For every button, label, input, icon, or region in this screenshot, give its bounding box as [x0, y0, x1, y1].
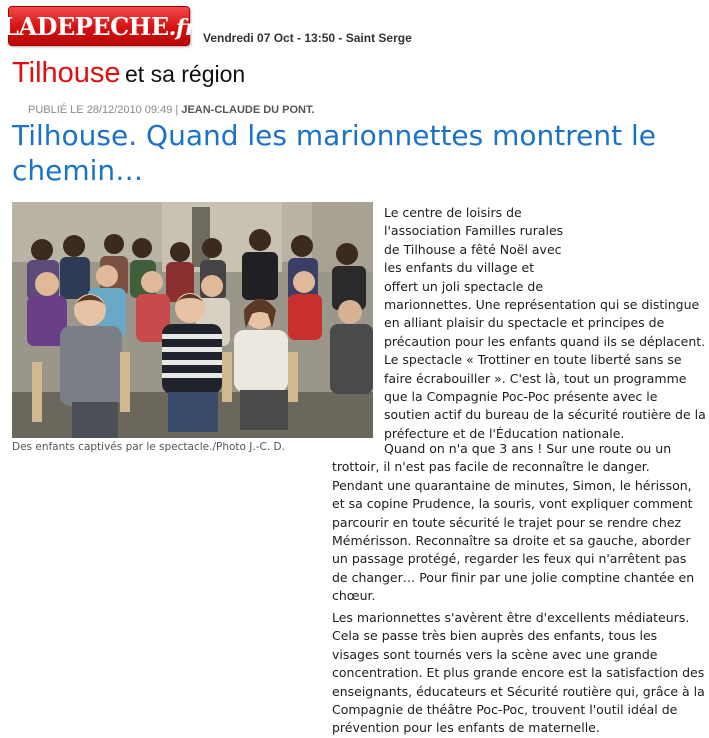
article-byline [28, 104, 315, 116]
text-line: enseignants, éducateurs et Sécurité routière qui, grâce à la [332, 683, 705, 699]
article-photo[interactable] [12, 202, 373, 438]
text-line: les enfants du village et [384, 260, 535, 276]
text-line: Cela se passe très bien auprès des enfants, tous les [332, 628, 658, 644]
text-line: chœur. [332, 588, 376, 604]
text-line: Les marionnettes s'avèrent être d'excellents médiateurs. [332, 610, 690, 625]
text-line: Mémérisson. Reconnaître sa droite et sa gauche, aborder [332, 533, 691, 549]
text-line: faire écrabouiller ». C'est là, tout un programme [384, 370, 687, 386]
text-line: concentration. Et plus grande encore est la satisfaction des [332, 665, 705, 681]
paragraph-2 [332, 440, 694, 606]
text-line: que la Compagnie Poc-Poc présente avec le [384, 389, 658, 405]
text-line: un passage protégé, regarder les feux qui n'arrêtent pas [332, 551, 687, 567]
byline-separator: | [175, 104, 179, 116]
text-line: l'association Familles rurales [384, 223, 564, 239]
published-date: PUBLIÉ LE 28/12/2010 09:49 [28, 104, 173, 116]
text-line: offert un joli spectacle de [384, 278, 544, 294]
text-line: préfecture et de l'Éducation nationale. [384, 425, 625, 441]
ladepeche-logo[interactable] [2, 6, 196, 46]
text-line: visages sont tournés vers la scène avec une grande [332, 646, 658, 662]
text-line: Quand on n'a que 3 ans ! Sur une route ou un [384, 441, 672, 456]
dateline: Vendredi 07 Oct - 13:50 - Saint Serge [203, 31, 412, 45]
photo-caption: Des enfants captivés par le spectacle./Photo J.-C. D. [12, 441, 285, 453]
text-line: parcourir en toute sécurité le trajet pour se rendre chez [332, 514, 682, 530]
text-line: Pendant une quarantaine de minutes, Simon, le hérisson, [332, 477, 692, 493]
logo-suffix: .fr [168, 14, 196, 41]
text-line: et sa copine Prudence, la souris, vont expliquer comment [332, 496, 693, 512]
text-line: Compagnie de théâtre Poc-Poc, trouvent l'outil idéal de [332, 702, 678, 718]
text-line: de changer… Pour finir par une jolie comptine chantée en [332, 569, 695, 585]
text-line: trottoir, il n'est pas facile de reconnaître le danger. [332, 459, 650, 475]
author-name: JEAN-CLAUDE DU PONT. [181, 104, 315, 116]
text-line: Le centre de loisirs de [384, 205, 522, 220]
text-line: de Tilhouse a fêté Noël avec [384, 241, 562, 257]
paragraph-3 [332, 609, 705, 738]
text-line: soutien actif du bureau de la sécurité routière de la [384, 407, 706, 423]
section-subtitle: et sa région [125, 61, 246, 87]
section-title [12, 57, 245, 90]
text-line: précaution pour les enfants quand ils se déplacent. [384, 333, 706, 349]
section-town-link[interactable]: Tilhouse [12, 57, 121, 89]
paragraph-1 [384, 204, 706, 443]
logo-text: LADEPECHE.fr [2, 11, 196, 41]
text-line: marionnettes. Une représentation qui se distingue [384, 297, 700, 313]
article-headline: Tilhouse. Quand les marionnettes montrent le chemin… [12, 119, 657, 187]
text-line: prévention pour les enfants de maternelle. [332, 720, 600, 736]
text-line: en alliant plaisir du spectacle et principes de [384, 315, 665, 331]
text-line: Le spectacle « Trottiner en toute liberté sans se [384, 352, 682, 368]
